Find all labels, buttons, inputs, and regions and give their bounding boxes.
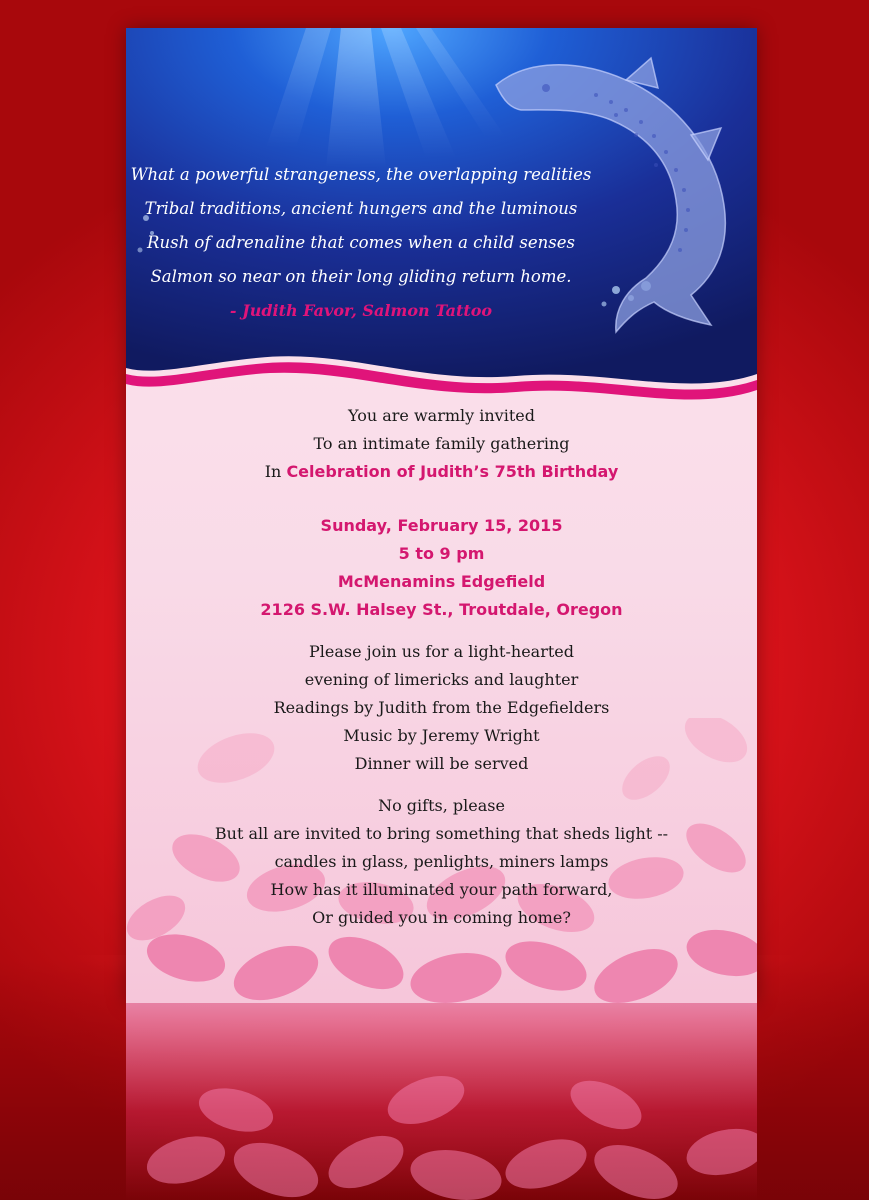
event-address: 2126 S.W. Halsey St., Troutdale, Oregon: [260, 600, 623, 619]
detail-line: Readings by Judith from the Edgefielders: [273, 698, 610, 717]
intro-line: You are warmly invited: [348, 406, 535, 425]
detail-line: evening of limericks and laughter: [304, 670, 579, 689]
salmon-quote: [126, 158, 596, 328]
intro-line: To an intimate family gathering: [313, 434, 570, 453]
intro-line: [126, 458, 757, 486]
intro-prefix: In: [264, 462, 287, 481]
card-reflection: [126, 1003, 757, 1200]
reflected-petals: [126, 1003, 757, 1200]
program-details: [126, 638, 757, 778]
event-date: Sunday, February 15, 2015: [320, 516, 563, 535]
detail-line: Dinner will be served: [354, 754, 529, 773]
detail-line: Please join us for a light-hearted: [309, 642, 574, 661]
gift-line: Or guided you in coming home?: [312, 908, 571, 927]
gift-line: candles in glass, penlights, miners lamps: [274, 852, 609, 871]
quote-line: What a powerful strangeness, the overlapping realities: [130, 165, 592, 184]
quote-attribution: - Judith Favor, Salmon Tattoo: [229, 301, 493, 320]
header-banner: [126, 28, 757, 408]
invitation-intro: [126, 402, 757, 486]
celebration-title: Celebration of Judith’s 75th Birthday: [286, 462, 619, 481]
quote-line: Tribal traditions, ancient hungers and the luminous: [144, 199, 578, 218]
invitation-card: [126, 28, 757, 1003]
quote-line: Rush of adrenaline that comes when a child senses: [147, 233, 575, 252]
event-details: [126, 512, 757, 624]
invitation-body: [126, 402, 757, 932]
detail-line: Music by Jeremy Wright: [343, 726, 540, 745]
event-time: 5 to 9 pm: [398, 544, 485, 563]
quote-line: Salmon so near on their long gliding return home.: [150, 267, 572, 286]
gift-line: No gifts, please: [378, 796, 505, 815]
gift-line: But all are invited to bring something that sheds light --: [214, 824, 669, 843]
gift-line: How has it illuminated your path forward,: [270, 880, 613, 899]
event-venue: McMenamins Edgefield: [337, 572, 546, 591]
gift-note: [126, 792, 757, 932]
